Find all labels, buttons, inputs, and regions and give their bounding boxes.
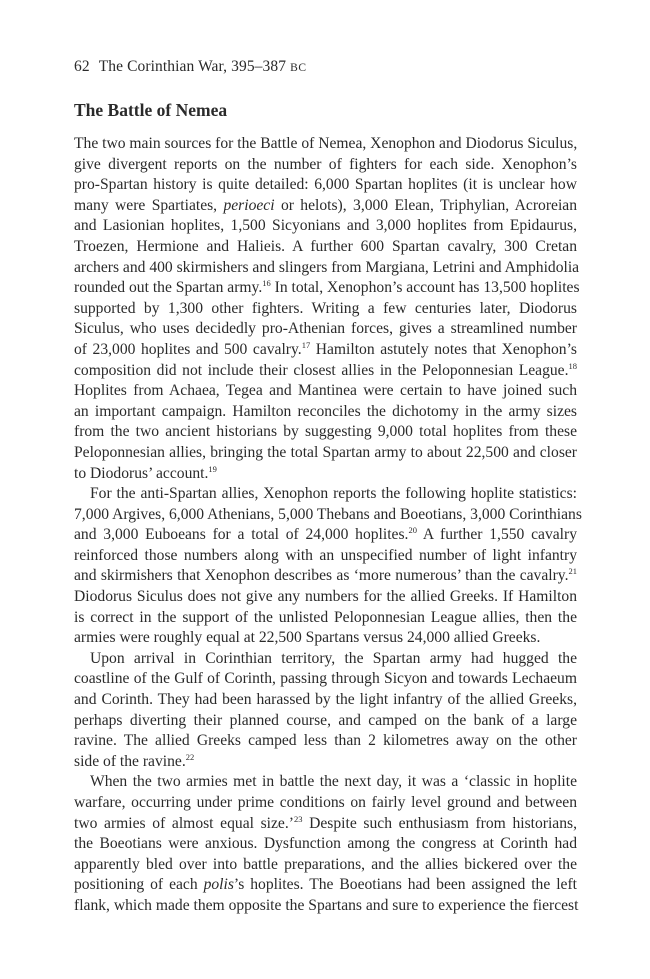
text-run: apparently bled over into battle preparations, and the allies bickered over the	[74, 855, 577, 873]
text-run: of 23,000 hoplites and 500 cavalry.	[74, 340, 302, 358]
text-line	[74, 155, 577, 176]
text-run: flank, which made them opposite the Spartans and sure to experience the fiercest	[74, 896, 579, 914]
running-head-era: BC	[290, 62, 307, 74]
text-run: positioning of each	[74, 876, 204, 894]
text-line	[74, 793, 577, 814]
text-line	[74, 814, 577, 835]
text-run: coastline of the Gulf of Corinth, passing through Sicyon and towards Lechaeum	[74, 670, 577, 688]
text-line	[74, 896, 577, 917]
text-run: side of the ravine.	[74, 752, 186, 770]
text-run: and Lasionian hoplites, 1,500 Sicyonians and 3,000 hoplites from Epidaurus,	[74, 217, 577, 235]
text-line	[74, 278, 580, 299]
text-line	[74, 587, 577, 608]
text-line	[74, 464, 577, 485]
text-run: Troezen, Hermione and Halieis. A further 600 Spartan cavalry, 300 Cretan	[74, 237, 577, 255]
text-line	[74, 361, 577, 382]
text-line	[74, 402, 577, 423]
text-line	[74, 690, 577, 711]
text-line	[74, 175, 577, 196]
text-run: rounded out the Spartan army.	[74, 279, 263, 297]
text-run: Hoplites from Achaea, Tegea and Mantinea were certain to have joined such	[74, 382, 577, 400]
paragraph	[74, 134, 580, 484]
text-line	[74, 258, 580, 279]
text-line	[74, 196, 577, 217]
text-run: 7,000 Argives, 6,000 Athenians, 5,000 Thebans and Boeotians, 3,000 Corinthians	[74, 505, 582, 523]
text-run: When the two armies met in battle the next day, it was a ‘classic in hoplite	[90, 773, 577, 791]
text-line	[74, 381, 577, 402]
footnote-ref: 21	[568, 566, 577, 577]
text-line	[74, 834, 577, 855]
text-run: perhaps diverting their planned course, and camped on the bank of a large	[74, 711, 577, 729]
text-line	[74, 669, 577, 690]
body-text	[74, 134, 582, 917]
text-run: many were Spartiates,	[74, 196, 224, 214]
text-line	[74, 711, 577, 732]
page-number: 62	[74, 58, 90, 75]
text-run: is correct in the support of the unlisted Peloponnesian League allies, then the	[74, 608, 577, 626]
footnote-ref: 16	[262, 278, 271, 289]
running-head-title: The Corinthian War, 395–387	[98, 58, 287, 75]
text-run: two armies of almost equal size.’	[74, 814, 294, 832]
text-run: or helots), 3,000 Elean, Triphylian, Acroreian	[274, 196, 577, 214]
running-head	[74, 58, 307, 76]
text-run: archers and 400 skirmishers and slingers from Margiana, Letrini and Amphidolia	[74, 258, 580, 276]
text-run: and skirmishers that Xenophon describes as ‘more numerous’ than the cavalry.	[74, 567, 569, 585]
text-run: ravine. The allied Greeks camped less than 2 kilometres away on the other	[74, 732, 577, 750]
footnote-ref: 17	[301, 339, 311, 350]
italic-term: perioeci	[223, 196, 275, 214]
text-line	[74, 340, 577, 361]
paragraph	[74, 484, 582, 649]
footnote-ref: 20	[408, 525, 417, 536]
text-line	[74, 731, 577, 752]
text-line	[74, 649, 577, 670]
text-line	[74, 628, 577, 649]
text-run: supported by 1,300 other fighters. Writing a few centuries later, Diodorus	[74, 299, 577, 317]
text-run: ’s hoplites. The Boeotians had been assigned the left	[233, 876, 577, 894]
text-line	[74, 546, 577, 567]
section-heading: The Battle of Nemea	[74, 100, 228, 120]
text-line	[74, 525, 577, 546]
text-run: give divergent reports on the number of fighters for each side. Xenophon’s	[74, 155, 577, 173]
text-run: Peloponnesian allies, bringing the total Spartan army to about 22,500 and closer	[74, 443, 577, 461]
paragraph	[74, 772, 577, 916]
text-run: Despite such enthusiasm from historians,	[302, 814, 577, 832]
text-run: A further 1,550 cavalry	[416, 526, 577, 544]
text-line	[74, 237, 577, 258]
text-run: In total, Xenophon’s account has 13,500 hoplites	[270, 279, 580, 297]
text-line	[74, 772, 577, 793]
text-line	[74, 422, 577, 443]
footnote-ref: 22	[185, 751, 195, 762]
text-run: pro-Spartan history is quite detailed: 6,000 Spartan hoplites (it is unclear how	[74, 176, 577, 194]
text-run: to Diodorus’ account.	[74, 464, 209, 482]
text-run: composition did not include their closest allies in the Peloponnesian League.	[74, 361, 569, 379]
text-run: For the anti-Spartan allies, Xenophon reports the following hoplite statistics:	[90, 485, 577, 503]
text-run: warfare, occurring under prime conditions on fairly level ground and between	[74, 794, 577, 811]
text-line	[74, 752, 577, 773]
footnote-ref: 18	[568, 360, 577, 371]
text-run: an important campaign. Hamilton reconciles the dichotomy in the army sizes	[74, 402, 577, 420]
text-line	[74, 484, 577, 505]
text-line	[74, 855, 577, 876]
text-run: Diodorus Siculus does not give any numbers for the allied Greeks. If Hamilton	[74, 588, 577, 606]
paragraph	[74, 649, 577, 773]
text-run: Siculus, who uses decidedly pro-Athenian forces, gives a streamlined number	[74, 320, 577, 338]
text-run: reinforced those numbers along with an unspecified number of light infantry	[74, 546, 577, 564]
footnote-ref: 23	[293, 813, 303, 824]
text-line	[74, 443, 577, 464]
text-line	[74, 608, 577, 629]
text-run: the Boeotians were anxious. Dysfunction among the congress at Corinth had	[74, 835, 577, 853]
text-line	[74, 319, 577, 340]
text-run: and 3,000 Euboeans for a total of 24,000 hoplites.	[74, 526, 409, 544]
italic-term: polis	[203, 876, 234, 894]
text-line	[74, 566, 577, 587]
text-run: Hamilton astutely notes that Xenophon’s	[310, 340, 578, 358]
footnote-ref: 19	[208, 463, 217, 474]
text-line	[74, 505, 582, 526]
text-run: from the two ancient historians by suggesting 9,000 total hoplites from these	[74, 423, 577, 441]
text-run: The two main sources for the Battle of Nemea, Xenophon and Diodorus Siculus,	[74, 135, 578, 152]
text-line	[74, 134, 577, 155]
text-line	[74, 875, 577, 896]
text-run: armies were roughly equal at 22,500 Spartans versus 24,000 allied Greeks.	[74, 629, 541, 647]
text-line	[74, 216, 577, 237]
text-run: Upon arrival in Corinthian territory, the Spartan army had hugged the	[90, 649, 577, 667]
text-run: and Corinth. They had been harassed by the light infantry of the allied Greeks,	[74, 691, 577, 709]
text-line	[74, 299, 577, 320]
